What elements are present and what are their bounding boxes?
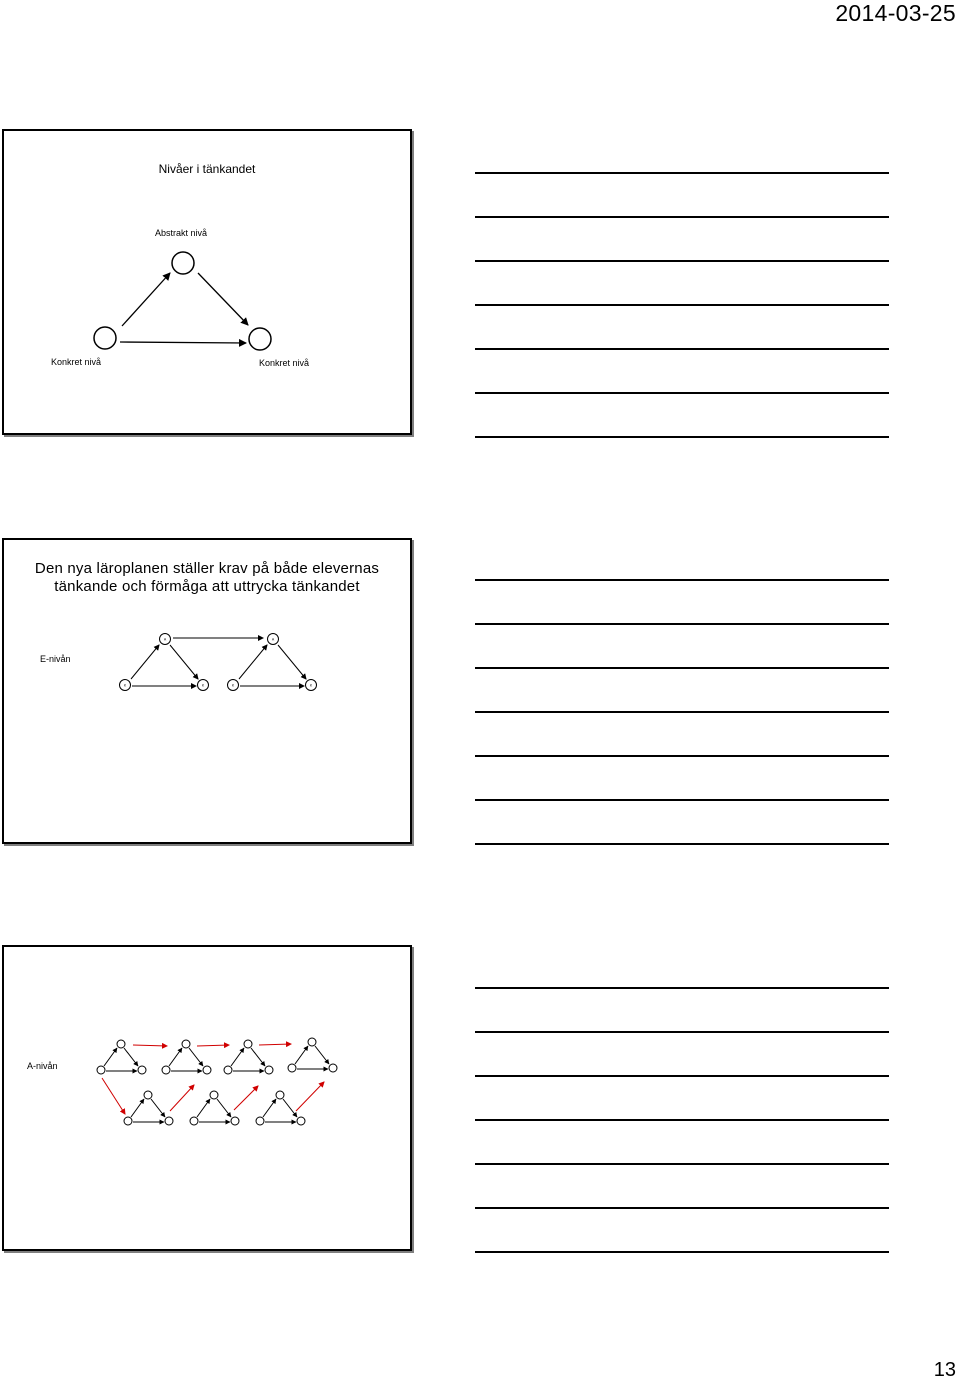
note-line	[475, 987, 889, 989]
red-arrow	[197, 1045, 229, 1046]
node-mark: K	[309, 683, 313, 688]
slide-title-line1: Den nya läroplanen ställer krav på både elevernas	[34, 560, 380, 577]
note-line	[475, 667, 889, 669]
note-line	[475, 843, 889, 845]
note-line	[475, 1207, 889, 1209]
note-line	[475, 711, 889, 713]
triangle-bottom-3	[256, 1091, 305, 1125]
red-arrow	[234, 1086, 258, 1110]
triangle-diagram	[4, 131, 410, 433]
a-level-diagram	[4, 947, 410, 1249]
slide-title-line2: tänkande och förmåga att uttrycka tänkandet	[54, 578, 360, 595]
arrow-concrete-to-abstract	[122, 273, 170, 326]
note-line	[475, 260, 889, 262]
red-arrow	[133, 1045, 167, 1046]
node-mark: K	[231, 683, 235, 688]
arrow	[131, 645, 159, 679]
note-line	[475, 755, 889, 757]
note-line	[475, 1119, 889, 1121]
page-date: 2014-03-25	[835, 0, 956, 26]
note-line	[475, 623, 889, 625]
node-mark: A	[271, 637, 275, 642]
e-level-diagram	[4, 540, 410, 842]
note-line	[475, 216, 889, 218]
slide-levels-of-thinking	[2, 129, 412, 435]
node-mark: K	[201, 683, 205, 688]
note-line	[475, 1251, 889, 1253]
triangle-bottom-1	[124, 1091, 173, 1125]
note-line	[475, 799, 889, 801]
arrow-abstract-to-concrete	[198, 273, 248, 325]
page-number: 13	[933, 1359, 956, 1381]
concrete-level-label-left: Konkret nivå	[51, 357, 102, 367]
note-line	[475, 1163, 889, 1165]
triangle-bottom-2	[190, 1091, 239, 1125]
note-line	[475, 579, 889, 581]
red-arrow	[170, 1085, 194, 1111]
concrete-node-left	[94, 327, 116, 349]
note-line	[475, 348, 889, 350]
slide-title: Nivåer i tänkandet	[158, 162, 256, 176]
node-mark: A	[163, 637, 167, 642]
concrete-node-right	[249, 328, 271, 350]
triangle-top-2	[162, 1040, 211, 1074]
note-line	[475, 1075, 889, 1077]
note-line	[475, 304, 889, 306]
note-line	[475, 1031, 889, 1033]
red-arrow	[296, 1082, 324, 1111]
triangle-top-4	[288, 1038, 337, 1072]
a-level-label: A-nivån	[27, 1061, 58, 1071]
arrow	[170, 645, 198, 679]
note-line	[475, 392, 889, 394]
slide-a-level	[2, 945, 412, 1251]
slide-curriculum-requirements	[2, 538, 412, 844]
abstract-level-label: Abstrakt nivå	[155, 228, 208, 238]
node-mark: K	[123, 683, 127, 688]
note-line	[475, 172, 889, 174]
arrow	[239, 645, 267, 679]
arrow-concrete-to-concrete	[120, 342, 246, 343]
arrow	[278, 645, 306, 679]
abstract-node	[172, 252, 194, 274]
note-line	[475, 436, 889, 438]
red-arrow	[259, 1044, 291, 1045]
e-level-label: E-nivån	[40, 654, 71, 664]
red-arrow	[102, 1078, 125, 1114]
concrete-level-label-right: Konkret nivå	[259, 358, 310, 368]
